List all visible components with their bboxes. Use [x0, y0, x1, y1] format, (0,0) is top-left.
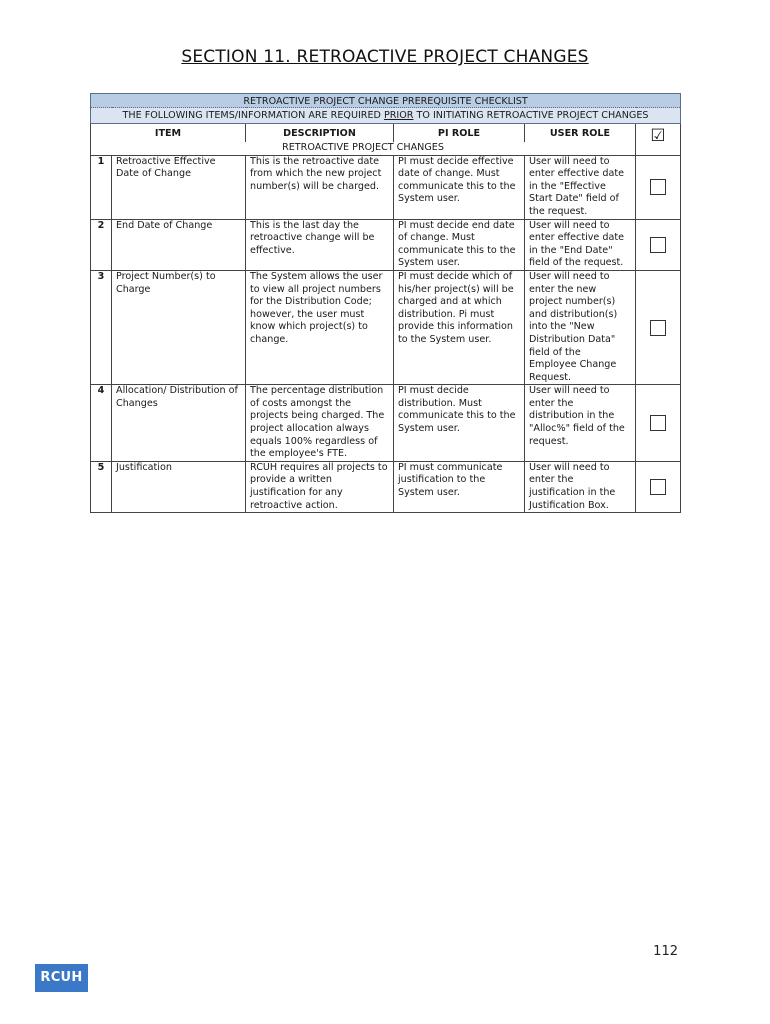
instruction-emphasis: PRIOR	[383, 110, 414, 121]
checkbox-end-date[interactable]	[650, 237, 666, 253]
row-pi-role: PI must communicate justification to the System user.	[394, 461, 525, 512]
prerequisite-checklist-table	[90, 93, 681, 513]
row-check-cell	[636, 155, 681, 219]
checkbox-effective-date[interactable]	[650, 179, 666, 195]
row-number: 2	[91, 219, 112, 270]
table-row	[91, 385, 681, 462]
column-header-user-role: USER ROLE	[525, 124, 636, 143]
row-description: The percentage distribution of costs amongst the projects being charged. The project allocation always equals 100% regardless of the employee's FTE.	[246, 385, 394, 462]
row-pi-role: PI must decide effective date of change. Must communicate this to the System user.	[394, 155, 525, 219]
row-number: 1	[91, 155, 112, 219]
row-description: The System allows the user to view all project numbers for the Distribution Code; however, the user must know which project(s) to change.	[246, 270, 394, 384]
checkmark-icon: ☑	[650, 126, 666, 146]
instruction-before: THE FOLLOWING ITEMS/INFORMATION ARE REQUIRED	[122, 110, 384, 121]
row-description: RCUH requires all projects to provide a written justification for any retroactive action.	[246, 461, 394, 512]
row-item: Allocation/ Distribution of Changes	[112, 385, 246, 462]
column-header-pi-role: PI ROLE	[394, 124, 525, 143]
row-user-role: User will need to enter the distribution in the "Alloc%" field of the request.	[525, 385, 636, 462]
row-item: Retroactive Effective Date of Change	[112, 155, 246, 219]
table-row	[91, 270, 681, 384]
row-item: End Date of Change	[112, 219, 246, 270]
rcuh-logo: RCUH	[35, 964, 88, 992]
checklist-instruction-row	[91, 108, 681, 124]
page-title: SECTION 11. RETROACTIVE PROJECT CHANGES	[181, 47, 589, 67]
column-header-item: ITEM	[91, 124, 246, 143]
column-header-check	[636, 124, 681, 156]
checklist-banner-title: RETROACTIVE PROJECT CHANGE PREREQUISITE CHECKLIST	[91, 94, 681, 108]
row-check-cell	[636, 219, 681, 270]
checklist-banner-row	[91, 94, 681, 108]
row-user-role: User will need to enter the new project number(s) and distribution(s) into the "New Distribution Data" field of the Employee Change Request.	[525, 270, 636, 384]
row-pi-role: PI must decide which of his/her project(s) will be charged and at which distribution. Pi must provide this information to the System user.	[394, 270, 525, 384]
row-pi-role: PI must decide distribution. Must communicate this to the System user.	[394, 385, 525, 462]
row-number: 4	[91, 385, 112, 462]
row-pi-role: PI must decide end date of change. Must communicate this to the System user.	[394, 219, 525, 270]
checkbox-allocation[interactable]	[650, 415, 666, 431]
table-row	[91, 155, 681, 219]
checklist-instruction	[91, 108, 681, 124]
row-check-cell	[636, 461, 681, 512]
column-header-description: DESCRIPTION	[246, 124, 394, 143]
row-description: This is the retroactive date from which the new project number(s) will be charged.	[246, 155, 394, 219]
row-user-role: User will need to enter effective date in the "Effective Start Date" field of the request.	[525, 155, 636, 219]
table-row	[91, 461, 681, 512]
row-user-role: User will need to enter effective date in the "End Date" field of the request.	[525, 219, 636, 270]
checkbox-justification[interactable]	[650, 479, 666, 495]
table-row	[91, 219, 681, 270]
column-header-row	[91, 124, 681, 143]
row-item: Project Number(s) to Charge	[112, 270, 246, 384]
row-item: Justification	[112, 461, 246, 512]
checkbox-project-numbers[interactable]	[650, 320, 666, 336]
row-number: 3	[91, 270, 112, 384]
section-label-row	[91, 142, 681, 155]
page-number: 112	[653, 944, 678, 959]
row-check-cell	[636, 270, 681, 384]
instruction-after: TO INITIATING RETROACTIVE PROJECT CHANGES	[413, 110, 649, 121]
row-check-cell	[636, 385, 681, 462]
row-number: 5	[91, 461, 112, 512]
row-description: This is the last day the retroactive change will be effective.	[246, 219, 394, 270]
row-user-role: User will need to enter the justification in the Justification Box.	[525, 461, 636, 512]
section-label: RETROACTIVE PROJECT CHANGES	[91, 142, 636, 155]
